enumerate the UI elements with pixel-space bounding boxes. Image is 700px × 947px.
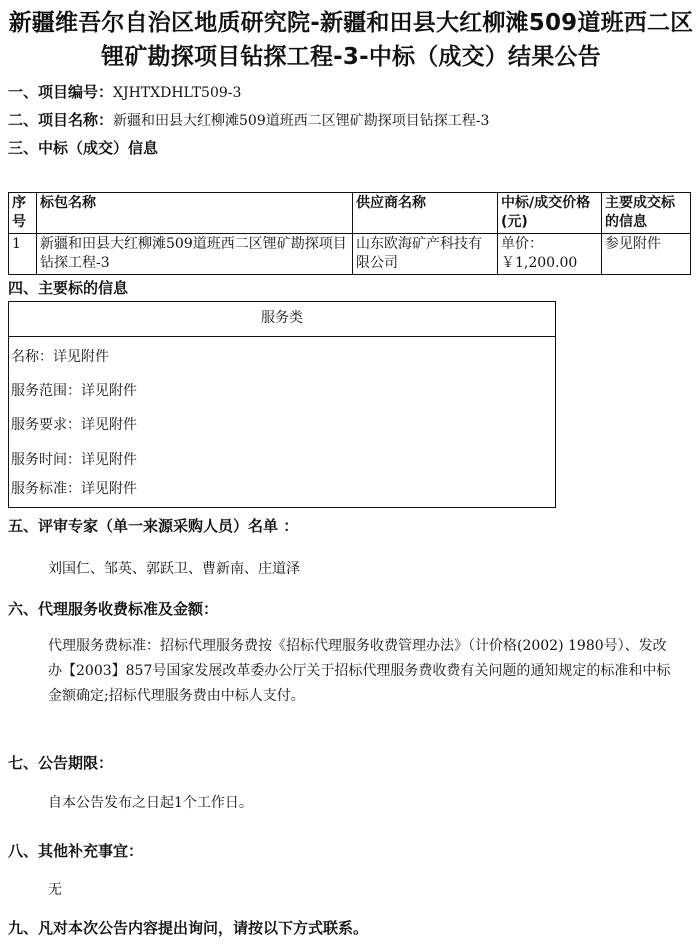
- header-price: 中标/成交价格(元): [498, 193, 602, 234]
- cell-price: 单价：￥1,200.00: [498, 234, 602, 275]
- cell-package: 新疆和田县大红柳滩509道班西二区锂矿勘探项目钻探工程-3: [37, 234, 353, 275]
- cell-info: 参见附件: [602, 234, 691, 275]
- project-name-value: 新疆和田县大红柳滩509道班西二区锂矿勘探项目钻探工程-3: [113, 113, 490, 129]
- other-matters-heading: 八、其他补充事宜：: [8, 842, 144, 860]
- other-matters-text: 无: [48, 882, 62, 898]
- review-experts-list: 刘国仁、邹英、郭跃卫、曹新南、庄道泽: [48, 561, 300, 577]
- service-time-line: 服务时间：详见附件: [11, 452, 137, 468]
- agency-fee-heading: 六、代理服务收费标准及金额：: [8, 600, 219, 618]
- header-index: 序号: [9, 193, 37, 234]
- notice-period-heading: 七、公告期限：: [8, 754, 114, 772]
- service-standard-line: 服务标准：详见附件: [11, 481, 137, 497]
- review-experts-heading: 五、评审专家（单一来源采购人员）名单 ：: [8, 517, 299, 535]
- contact-heading: 九、凡对本次公告内容提出询问，请按以下方式联系。: [8, 919, 369, 937]
- service-requirement-line: 服务要求：详见附件: [11, 417, 137, 433]
- project-name-label: 二、项目名称：: [8, 111, 114, 129]
- header-info: 主要成交标的信息: [602, 193, 691, 234]
- project-name-row: [8, 110, 489, 131]
- agency-fee-text: 代理服务费标准：招标代理服务费按《招标代理服务收费管理办法》（计价格(2002) 1980号）、发改办【2003】857号国家发展改革委办公厅关于招标代理服务费收费有关问题的通知规定的标准和中标金额确定;招标代理服务费由中标人支付。: [48, 638, 671, 704]
- header-package: 标包名称: [37, 193, 353, 234]
- service-category: 服务类: [9, 302, 555, 337]
- notice-period-text: 自本公告发布之日起1个工作日。: [48, 795, 253, 811]
- table-row: [9, 234, 691, 275]
- award-info-heading: 三、中标（成交）信息: [8, 139, 159, 157]
- subject-info-box: [8, 301, 556, 508]
- subject-info-heading: 四、主要标的信息: [8, 279, 129, 297]
- award-result-table: [8, 192, 691, 275]
- project-number-row: [8, 82, 241, 103]
- table-header-row: [9, 193, 691, 234]
- service-scope-line: 服务范围：详见附件: [11, 383, 137, 399]
- project-number-value: XJHTXDHLT509-3: [113, 85, 242, 101]
- document-title: 新疆维吾尔自治区地质研究院-新疆和田县大红柳滩509道班西二区锂矿勘探项目钻探工程-3-中标（成交）结果公告: [8, 10, 694, 70]
- cell-supplier: 山东欧海矿产科技有限公司: [353, 234, 498, 275]
- project-number-label: 一、项目编号：: [8, 83, 114, 101]
- subject-name-line: 名称：详见附件: [11, 349, 109, 365]
- header-supplier: 供应商名称: [353, 193, 498, 234]
- cell-index: 1: [9, 234, 37, 275]
